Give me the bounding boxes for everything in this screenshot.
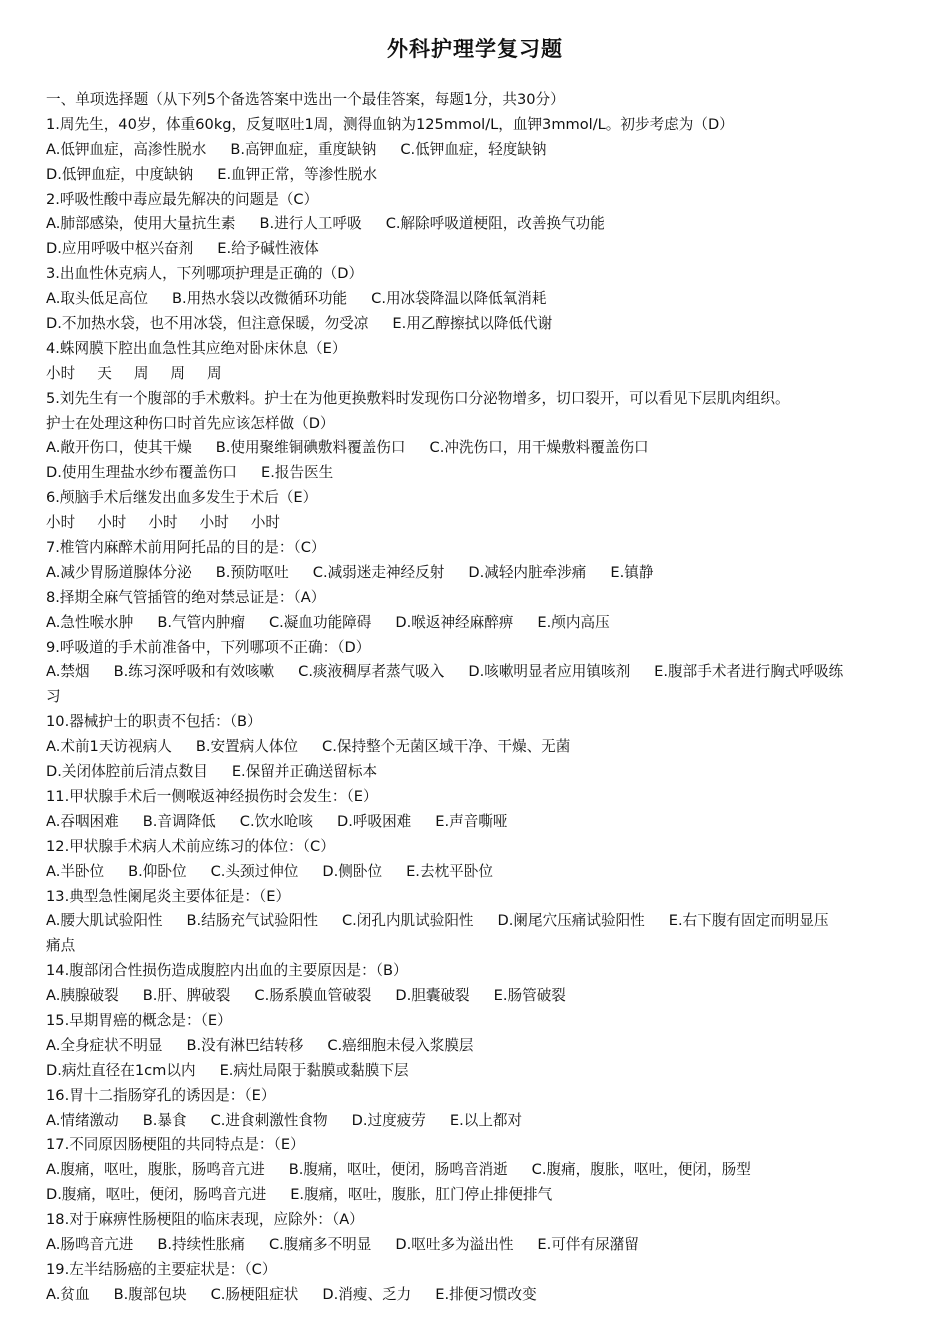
text-line: [46, 1283, 916, 1308]
text-line: [46, 486, 916, 511]
option-text: B.没有淋巴结转移: [186, 1036, 304, 1054]
line-text: 19.左半结肠癌的主要症状是：（C）: [46, 1260, 277, 1278]
text-line: [46, 163, 916, 188]
text-line: [46, 1183, 916, 1208]
option-text: D.减轻内脏牵涉痛: [468, 563, 587, 581]
option-text: C.凝血功能障碍: [268, 613, 372, 631]
option-text: A.腰大肌试验阳性: [46, 912, 163, 930]
option-text: C.进食刺激性食物: [210, 1111, 328, 1129]
text-line: [46, 760, 916, 785]
text-line: [46, 561, 916, 586]
option-text: B.持续性胀痛: [157, 1235, 245, 1253]
option-text: 周: [207, 364, 222, 382]
option-text: C.用冰袋降温以降低氧消耗: [371, 290, 547, 308]
text-line: [46, 436, 916, 461]
option-text: D.喉返神经麻醉痹: [395, 613, 514, 631]
option-text: B.肝、脾破裂: [142, 987, 231, 1005]
option-text: D.使用生理盐水纱布覆盖伤口: [46, 464, 238, 482]
option-text: E.可伴有尿潴留: [537, 1235, 639, 1253]
text-line: [46, 88, 916, 113]
text-line: [46, 1084, 916, 1109]
line-text: 6.颅脑手术后继发出血多发生于术后（E）: [46, 489, 318, 507]
line-text: 13.典型急性阑尾炎主要体征是：（E）: [46, 887, 291, 905]
text-line: [46, 710, 916, 735]
option-text: A.取头低足高位: [46, 290, 148, 308]
option-text: A.情绪激动: [46, 1111, 119, 1129]
option-text: D.胆囊破裂: [395, 987, 470, 1005]
option-text: C.低钾血症，轻度缺钠: [400, 140, 547, 158]
text-line: [46, 511, 916, 536]
document-title: 外科护理学复习题: [387, 37, 563, 61]
line-text: 一、单项选择题（从下列5个备选答案中选出一个最佳答案，每题1分，共30分）: [46, 91, 565, 108]
text-line: [46, 188, 916, 213]
option-text: A.低钾血症，高渗性脱水: [46, 140, 207, 158]
option-text: E.以上都对: [449, 1111, 523, 1129]
line-text: 习: [46, 688, 61, 706]
text-line: [46, 586, 916, 611]
option-text: B.音调降低: [142, 812, 216, 830]
option-text: 小时: [46, 364, 76, 382]
line-text: 17.不同原因肠梗阻的共同特点是：（E）: [46, 1136, 305, 1154]
option-text: A.半卧位: [46, 862, 105, 880]
text-line: [46, 984, 916, 1009]
text-line: [46, 412, 916, 437]
option-text: B.进行人工呼吸: [259, 215, 362, 233]
option-text: D.不加热水袋，也不用冰袋，但注意保暖，勿受凉: [46, 315, 369, 333]
option-text: A.腹痛，呕吐，腹胀，肠鸣音亢进: [46, 1161, 265, 1179]
option-text: 小时: [199, 514, 229, 532]
text-line: [46, 611, 916, 636]
option-text: C.癌细胞未侵入浆膜层: [327, 1036, 474, 1054]
option-text: B.用热水袋以改微循环功能: [171, 290, 348, 308]
text-line: [46, 785, 916, 810]
option-text: D.消瘦、乏力: [322, 1285, 412, 1303]
line-text: 2.呼吸性酸中毒应最先解决的问题是（C）: [46, 190, 319, 208]
text-line: [46, 138, 916, 163]
option-text: C.肠梗阻症状: [210, 1285, 299, 1303]
option-text: A.肠鸣音亢进: [46, 1235, 134, 1253]
option-text: A.减少胃肠道腺体分泌: [46, 563, 192, 581]
option-text: A.术前1天访视病人: [46, 738, 172, 756]
option-text: 天: [97, 364, 112, 382]
option-text: E.给予碱性液体: [217, 240, 319, 258]
option-text: D.过度疲劳: [351, 1111, 426, 1129]
text-line: [46, 312, 916, 337]
text-line: [46, 1109, 916, 1134]
option-text: D.腹痛，呕吐，便闭，肠鸣音亢进: [46, 1186, 267, 1204]
option-text: B.结肠充气试验阳性: [186, 912, 318, 930]
text-line: [46, 660, 916, 685]
option-text: 小时: [97, 514, 127, 532]
option-text: C.头颈过伸位: [210, 862, 299, 880]
text-line: [46, 685, 916, 710]
text-line: [46, 237, 916, 262]
option-text: E.报告医生: [261, 464, 334, 482]
text-line: [46, 735, 916, 760]
line-text: 9.呼吸道的手术前准备中，下列哪项不正确：（D）: [46, 638, 371, 656]
option-text: E.病灶局限于黏膜或黏膜下层: [219, 1061, 409, 1079]
option-text: C.解除呼吸道梗阻，改善换气功能: [385, 215, 605, 233]
option-text: 周: [133, 364, 149, 382]
option-text: D.侧卧位: [322, 862, 383, 880]
text-line: [46, 287, 916, 312]
option-text: A.贫血: [46, 1285, 90, 1303]
option-text: C.减弱迷走神经反射: [312, 563, 445, 581]
text-line: [46, 1208, 916, 1233]
line-text: 5.刘先生有一个腹部的手术敷料。护士在为他更换敷料时发现伤口分泌物增多，切口裂开，可以看见下层肌肉组织。: [46, 389, 790, 407]
text-line: [46, 262, 916, 287]
text-line: [46, 909, 916, 934]
text-line: [46, 885, 916, 910]
option-text: C.肠系膜血管破裂: [254, 987, 372, 1005]
text-line: [46, 959, 916, 984]
option-text: D.关闭体腔前后清点数目: [46, 763, 208, 781]
line-text: 护士在处理这种伤口时首先应该怎样做（D）: [46, 414, 335, 432]
line-text: 8.择期全麻气管插管的绝对禁忌证是：（A）: [46, 588, 326, 606]
text-line: [46, 1158, 916, 1183]
option-text: B.腹痛，呕吐，便闭，肠鸣音消逝: [288, 1161, 508, 1179]
option-text: C.腹痛，腹胀，呕吐，便闭，肠型: [531, 1161, 751, 1179]
text-line: [46, 1009, 916, 1034]
option-text: B.使用聚维铜碘敷料覆盖伤口: [215, 439, 406, 457]
option-text: D.咳嗽明显者应用镇咳剂: [468, 663, 631, 681]
option-text: E.排便习惯改变: [435, 1285, 537, 1303]
option-text: D.呕吐多为溢出性: [395, 1235, 514, 1253]
option-text: E.腹痛，呕吐，腹胀，肛门停止排便排气: [290, 1186, 553, 1204]
option-text: C.保持整个无菌区域干净、干燥、无菌: [322, 738, 571, 756]
option-text: E.肠管破裂: [493, 987, 566, 1005]
line-text: 4.蛛网膜下腔出血急性其应绝对卧床休息（E）: [46, 339, 347, 357]
line-text: 1.周先生，40岁，体重60kg，反复呕吐1周，测得血钠为125mmol/L，血钾3mmol/L。初步考虑为（D）: [46, 115, 734, 133]
option-text: 小时: [148, 514, 178, 532]
text-line: [46, 934, 916, 959]
option-text: D.呼吸困难: [337, 812, 412, 830]
line-text: 11.甲状腺手术后一侧喉返神经损伤时会发生：（E）: [46, 787, 378, 805]
option-text: E.声音嘶哑: [435, 812, 508, 830]
text-line: [46, 212, 916, 237]
text-line: [46, 810, 916, 835]
option-text: B.练习深呼吸和有效咳嗽: [113, 663, 275, 681]
option-text: C.冲洗伤口，用干燥敷料覆盖伤口: [429, 439, 649, 457]
line-text: 10.器械护士的职责不包括：（B）: [46, 713, 262, 731]
question-list: [46, 88, 916, 1308]
option-text: E.右下腹有固定而明显压: [668, 912, 829, 930]
line-text: 3.出血性休克病人，下列哪项护理是正确的（D）: [46, 265, 364, 283]
text-line: [46, 1059, 916, 1084]
text-line: [46, 337, 916, 362]
option-text: C.饮水呛咳: [239, 812, 313, 830]
option-text: E.用乙醇擦拭以降低代谢: [392, 315, 553, 333]
text-line: [46, 636, 916, 661]
line-text: 15.早期胃癌的概念是：（E）: [46, 1011, 232, 1029]
option-text: D.病灶直径在1cm以内: [46, 1061, 196, 1079]
option-text: 周: [170, 364, 186, 382]
option-text: A.胰腺破裂: [46, 987, 119, 1005]
option-text: B.腹部包块: [113, 1285, 187, 1303]
line-text: 7.椎管内麻醉术前用阿托品的目的是：（C）: [46, 539, 326, 557]
option-text: D.阑尾穴压痛试验阳性: [497, 912, 645, 930]
text-line: [46, 387, 916, 412]
option-text: E.颅内高压: [537, 613, 610, 631]
text-line: [46, 461, 916, 486]
option-text: B.安置病人体位: [195, 738, 299, 756]
text-line: [46, 362, 916, 387]
text-line: [46, 835, 916, 860]
option-text: B.仰卧位: [128, 862, 187, 880]
option-text: A.吞咽困难: [46, 812, 119, 830]
option-text: C.腹痛多不明显: [268, 1235, 372, 1253]
line-text: 12.甲状腺手术病人术前应练习的体位：（C）: [46, 837, 335, 855]
line-text: 18.对于麻痹性肠梗阻的临床表现，应除外：（A）: [46, 1211, 364, 1229]
option-text: B.暴食: [142, 1111, 187, 1129]
text-line: [46, 536, 916, 561]
option-text: E.去枕平卧位: [406, 862, 493, 880]
option-text: 小时: [250, 514, 281, 532]
option-text: C.痰液稠厚者蒸气吸入: [298, 663, 445, 681]
line-text: 16.胃十二指肠穿孔的诱因是：（E）: [46, 1086, 276, 1104]
option-text: E.腹部手术者进行胸式呼吸练: [654, 663, 844, 681]
option-text: A.肺部感染，使用大量抗生素: [46, 215, 236, 233]
option-text: B.气管内肿瘤: [157, 613, 245, 631]
option-text: D.应用呼吸中枢兴奋剂: [46, 240, 194, 258]
text-line: [46, 1034, 916, 1059]
option-text: C.闭孔内肌试验阳性: [341, 912, 474, 930]
option-text: B.高钾血症，重度缺钠: [230, 140, 377, 158]
option-text: B.预防呕吐: [215, 563, 289, 581]
option-text: A.敞开伤口，使其干燥: [46, 439, 192, 457]
text-line: [46, 1233, 916, 1258]
text-line: [46, 1133, 916, 1158]
text-line: [46, 1258, 916, 1283]
option-text: A.全身症状不明显: [46, 1036, 163, 1054]
line-text: 痛点: [46, 937, 76, 955]
option-text: A.急性喉水肿: [46, 613, 134, 631]
text-line: [46, 113, 916, 138]
option-text: 小时: [46, 514, 76, 532]
text-line: [46, 860, 916, 885]
option-text: E.镇静: [610, 563, 654, 581]
option-text: D.低钾血症，中度缺钠: [46, 165, 194, 183]
option-text: E.血钾正常，等渗性脱水: [217, 165, 378, 183]
option-text: E.保留并正确送留标本: [231, 763, 378, 781]
line-text: 14.腹部闭合性损伤造成腹腔内出血的主要原因是：（B）: [46, 962, 408, 980]
option-text: A.禁烟: [46, 663, 90, 681]
